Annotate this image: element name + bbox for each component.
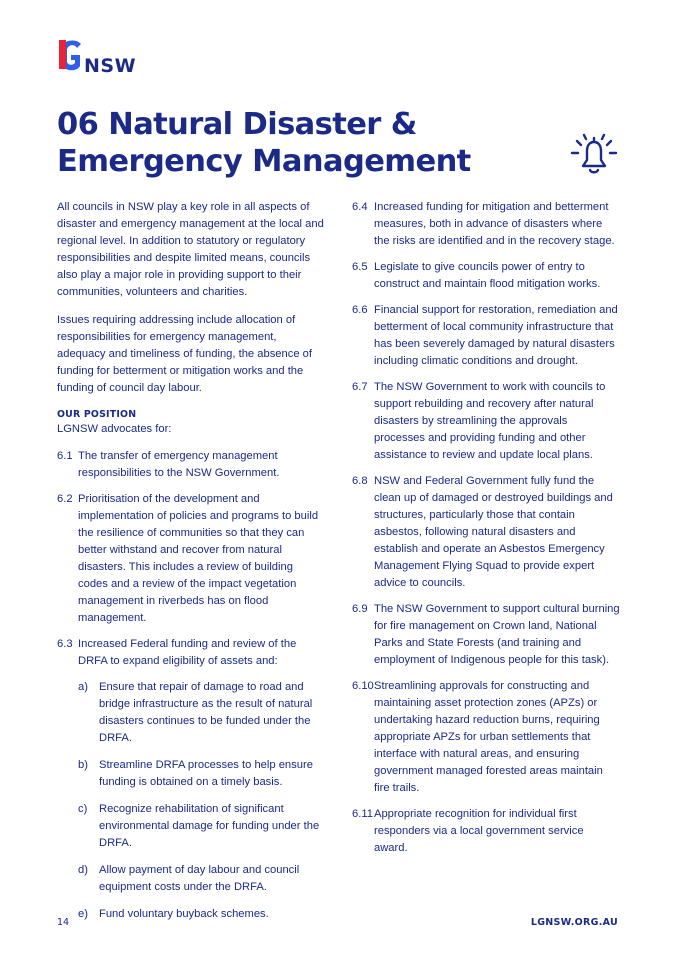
logo-text: NSW	[84, 55, 137, 77]
sub-item-text: Streamline DRFA processes to help ensure funding is obtained on a timely basis.	[99, 759, 313, 788]
page-number: 14	[57, 917, 70, 928]
list-item	[352, 473, 620, 592]
advocates-intro: LGNSW advocates for:	[57, 423, 172, 435]
list-item	[352, 259, 620, 293]
sub-item-text: Fund voluntary buyback schemes.	[99, 908, 269, 920]
lgnsw-logo	[57, 38, 136, 76]
item-text: The NSW Government to support cultural burning for fire management on Crown land, National Parks and State Forests (and training and employment of Indigenous people for this task).	[374, 603, 620, 666]
title-line-2: Emergency Management	[57, 144, 471, 179]
sub-list-item	[57, 679, 325, 747]
sub-item-text: Ensure that repair of damage to road and bridge infrastructure as the result of natural disasters continues to be funded under the DRFA.	[99, 681, 313, 744]
item-text: The transfer of emergency management responsibilities to the NSW Government.	[78, 450, 280, 479]
item-text: NSW and Federal Government fully fund the clean up of damaged or destroyed buildings and structures, particularly those that contain asbestos, following natural disasters and establish and operate an Asbestos Emergency Management Flying Squad to provide expert advice to councils.	[374, 475, 613, 589]
item-number: 6.9	[352, 603, 368, 615]
list-item	[352, 806, 620, 857]
item-number: 6.1	[57, 450, 73, 462]
website-link[interactable]: LGNSW.ORG.AU	[530, 917, 618, 928]
list-item	[57, 448, 325, 482]
sub-list-item	[57, 862, 325, 896]
sub-item-letter: a)	[78, 681, 88, 693]
item-text: Financial support for restoration, remediation and betterment of local community infrastructure that has been severely damaged by natural disasters including climatic conditions and drought.	[374, 304, 618, 367]
list-item	[352, 199, 620, 250]
item-number: 6.4	[352, 201, 368, 213]
title-line-1: 06 Natural Disaster &	[57, 107, 417, 142]
item-number: 6.3	[57, 638, 73, 650]
item-number: 6.5	[352, 261, 368, 273]
item-number: 6.11	[352, 808, 373, 820]
position-heading: OUR POSITION	[57, 409, 137, 420]
sub-item-letter: c)	[78, 803, 88, 815]
sub-item-letter: e)	[78, 908, 88, 920]
item-text: Streamlining approvals for constructing and maintaining asset protection zones (APZs) or undertaking hazard reduction burns, requiring appropriate APZs for urban settlements that interface with natural areas, and ensuring government managed forested areas maintain fire trails.	[374, 680, 603, 794]
bell-icon	[568, 133, 620, 177]
sub-list-item	[57, 757, 325, 791]
item-text: Prioritisation of the development and implementation of policies and programs to build the resilience of communities so that they can better withstand and recover from natural disasters. This includes a review of building codes and a review of the impact vegetation management in riverbeds has on flood management.	[78, 493, 319, 624]
logo-mark-icon	[57, 38, 83, 76]
item-text: Increased Federal funding and review of the DRFA to expand eligibility of assets and:	[78, 638, 297, 667]
item-text: The NSW Government to work with councils to support rebuilding and recovery after natural disasters by streamlining the approvals processes and providing funding and other assistance to review and update local plans.	[374, 381, 606, 461]
list-item	[352, 601, 620, 669]
list-item	[57, 491, 325, 627]
item-text: Legislate to give councils power of entry to construct and maintain flood mitigation works.	[374, 261, 601, 290]
issues-paragraph: Issues requiring addressing include allocation of responsibilities for emergency management, adequacy and timeliness of funding, the absence of funding for betterment or mitigation works and the funding of council day labour.	[57, 314, 313, 394]
sub-item-letter: d)	[78, 864, 88, 876]
intro-paragraph: All councils in NSW play a key role in all aspects of disaster and emergency management at the local and regional level. In addition to statutory or regulatory responsibilities and despite limited means, councils also play a major role in providing support to their communities, volunteers and charities.	[57, 201, 324, 298]
list-item	[352, 678, 620, 797]
sub-list-item	[57, 906, 325, 923]
page-title	[57, 106, 497, 180]
item-number: 6.2	[57, 493, 73, 505]
list-item	[57, 636, 325, 670]
left-column	[57, 199, 325, 933]
item-number: 6.8	[352, 475, 368, 487]
item-number: 6.10	[352, 680, 374, 692]
sub-list-item	[57, 801, 325, 852]
list-item	[352, 379, 620, 464]
item-text: Appropriate recognition for individual first responders via a local government service award.	[374, 808, 584, 854]
list-item	[352, 302, 620, 370]
sub-item-text: Allow payment of day labour and council equipment costs under the DRFA.	[99, 864, 300, 893]
sub-item-letter: b)	[78, 759, 88, 771]
item-text: Increased funding for mitigation and betterment measures, both in advance of disasters where the risks are identified and in the recovery stage.	[374, 201, 615, 247]
sub-item-text: Recognize rehabilitation of significant environmental damage for funding under the DRFA.	[99, 803, 320, 849]
item-number: 6.6	[352, 304, 368, 316]
item-number: 6.7	[352, 381, 368, 393]
right-column	[352, 199, 620, 866]
